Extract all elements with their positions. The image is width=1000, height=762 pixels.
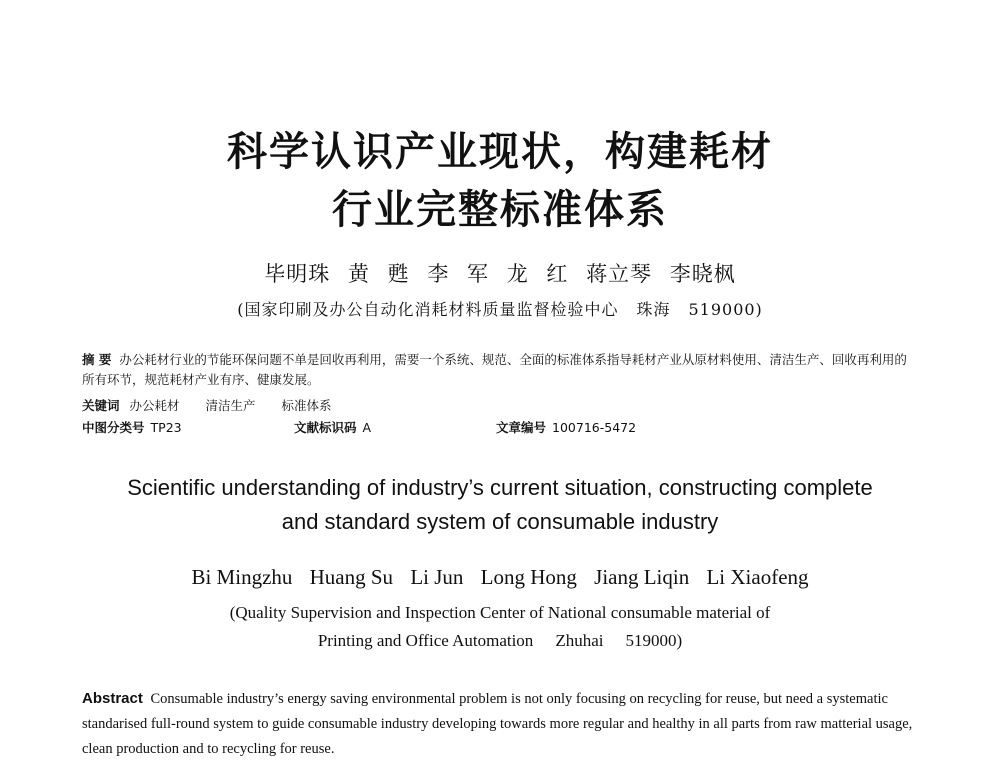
chinese-keywords-label: 关键词 — [82, 398, 120, 413]
chinese-abstract-label: 摘 要 — [82, 352, 112, 367]
chinese-author: 李 军 — [427, 262, 489, 286]
english-author: Li Jun — [410, 565, 464, 589]
english-affiliation-line-2 — [0, 631, 1000, 651]
english-title-line-1: Scientific understanding of industry’s current situation, constructing complete — [127, 475, 873, 500]
chinese-affiliation — [0, 297, 1000, 320]
chinese-affiliation-name: (国家印刷及办公自动化消耗材料质量监督检验中心 — [237, 300, 619, 319]
chinese-abstract-text: 办公耗材行业的节能环保问题不单是回收再利用，需要一个系统、规范、全面的标准体系指导耗材产业从原材料使用、清洁生产、回收再利用的所有环节，规范耗材产业有序、健康发展。 — [82, 352, 907, 387]
english-authors — [0, 565, 1000, 590]
english-affiliation-name: Printing and Office Automation — [317, 631, 534, 650]
english-affiliation-city: Zhuhai — [555, 631, 604, 650]
english-author: Bi Mingzhu — [191, 565, 293, 589]
english-author: Jiang Liqin — [594, 565, 690, 589]
chinese-authors — [0, 258, 1000, 288]
chinese-author: 毕明珠 — [264, 262, 331, 286]
english-title-line-2: and standard system of consumable industry — [281, 509, 719, 534]
chinese-affiliation-city: 珠海 — [636, 300, 671, 319]
chinese-author: 李晓枫 — [669, 262, 736, 286]
english-affiliation-zip: 519000) — [625, 631, 683, 650]
clc-number — [82, 418, 182, 438]
chinese-author: 黄 甦 — [347, 262, 410, 286]
english-abstract-label: Abstract — [82, 690, 143, 707]
keyword: 清洁生产 — [205, 398, 256, 413]
english-author: Li Xiaofeng — [706, 565, 809, 589]
english-author: Long Hong — [480, 565, 577, 589]
chinese-author: 龙 红 — [506, 262, 569, 286]
clc-value: TP23 — [150, 420, 182, 435]
keyword: 标准体系 — [281, 398, 332, 413]
chinese-abstract — [82, 350, 918, 390]
document-code-label: 文献标识码 — [294, 420, 357, 435]
article-number-label: 文章编号 — [496, 420, 547, 435]
chinese-keywords — [82, 396, 918, 416]
clc-label: 中图分类号 — [82, 420, 145, 435]
chinese-title-line-2: 行业完整标准体系 — [332, 187, 668, 233]
english-abstract-text: Consumable industry’s energy saving environmental problem is not only focusing on recycling for reuse, but need a systematic standarised full-round system to guide consumable industry developing towards more regular and healthy in all parts from raw matterial usage, clean production and to recycling for reuse. — [82, 691, 913, 757]
article-number — [496, 418, 636, 438]
english-author: Huang Su — [309, 565, 394, 589]
english-abstract — [82, 686, 918, 762]
chinese-affiliation-zip: 519000) — [688, 300, 763, 319]
chinese-author: 蒋立琴 — [586, 262, 653, 286]
english-affiliation-line-1: (Quality Supervision and Inspection Center of National consumable material of — [229, 603, 771, 622]
chinese-title-line-1: 科学认识产业现状，构建耗材 — [227, 129, 773, 175]
document-code-value: A — [362, 420, 372, 435]
keyword: 办公耗材 — [129, 398, 180, 413]
document-code — [294, 418, 371, 438]
article-number-value: 100716-5472 — [552, 420, 637, 435]
